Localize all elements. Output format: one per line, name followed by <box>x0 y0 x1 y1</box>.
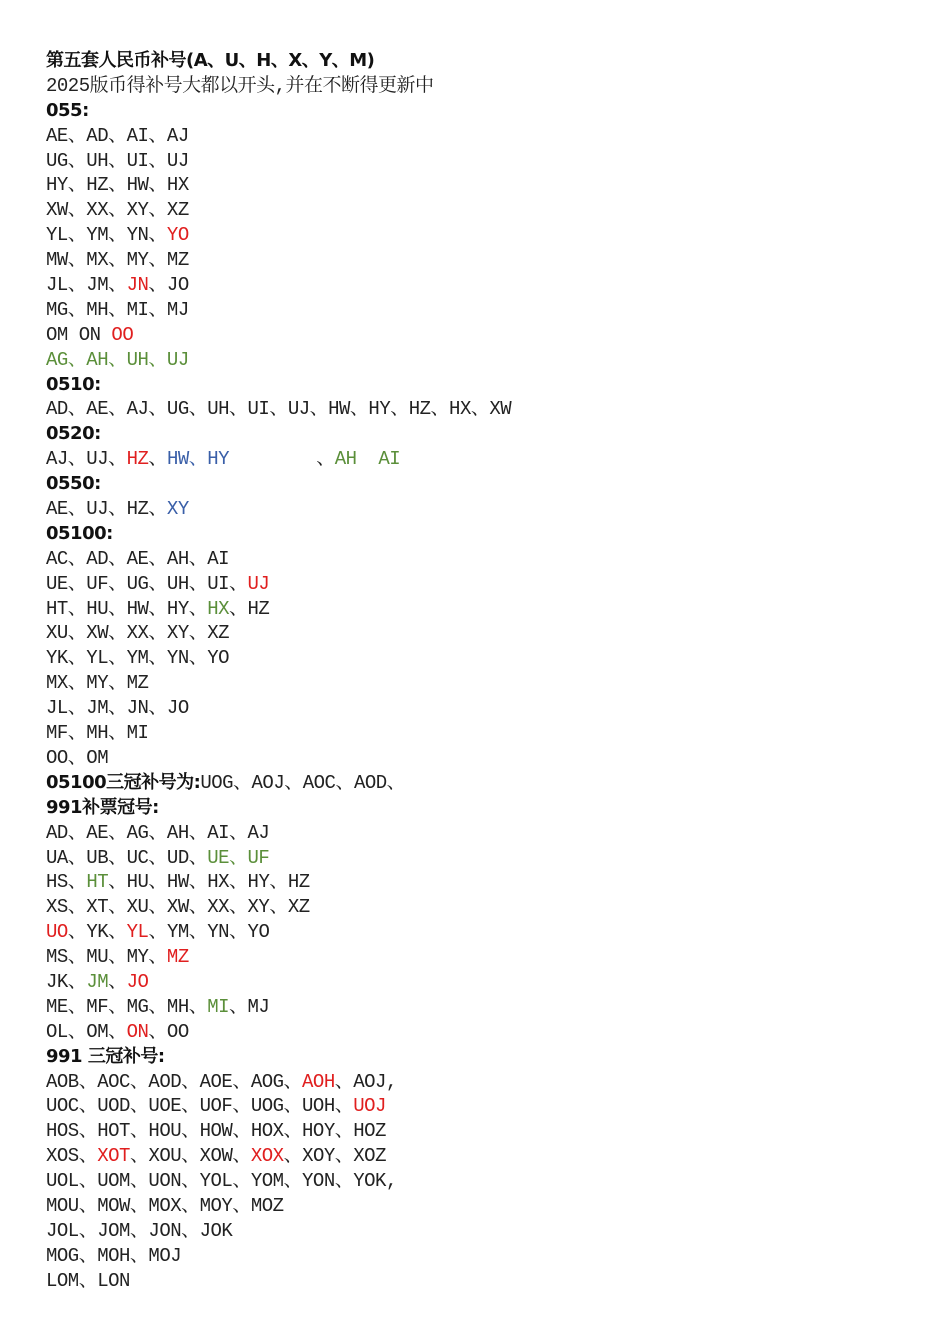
text-segment: UA、UB、UC、UD、 <box>46 846 208 869</box>
text-line <box>46 397 926 422</box>
text-line <box>46 572 926 597</box>
text-segment: AG、AH、UH、UJ <box>46 348 189 371</box>
text-segment: HY、HZ、HW、HX <box>46 174 189 197</box>
text-segment: 、 <box>229 448 335 471</box>
text-line <box>46 1244 926 1269</box>
section-heading <box>46 422 926 447</box>
text-segment: 、HZ <box>229 597 270 620</box>
text-line <box>46 746 926 771</box>
text-segment: 第五套人民币补号(A、U、H、X、Y、M) <box>46 50 375 71</box>
text-line <box>46 273 926 298</box>
text-segment: HOS、HOT、HOU、HOW、HOX、HOY、HOZ <box>46 1120 386 1143</box>
text-segment: JL、JM、JN、JO <box>46 697 189 720</box>
text-line <box>46 970 926 995</box>
text-segment: UG、UH、UI、UJ <box>46 149 189 172</box>
text-segment: AE、UJ、HZ、 <box>46 498 167 521</box>
text-segment: AC、AD、AE、AH、AI <box>46 547 230 570</box>
text-segment: OO <box>111 323 134 346</box>
text-segment: JOL、JOM、JON、JOK <box>46 1219 233 1242</box>
text-segment: LOM、LON <box>46 1269 130 1292</box>
text-segment: MOG、MOH、MOJ <box>46 1244 182 1267</box>
text-segment: HT <box>86 871 109 894</box>
text-segment: 、HU、HW、HX、HY、HZ <box>108 871 310 894</box>
text-line <box>46 1194 926 1219</box>
text-segment: ON <box>126 1020 149 1043</box>
text-segment: UJ <box>247 572 270 595</box>
text-line <box>46 945 926 970</box>
text-segment: XOT <box>97 1145 130 1168</box>
text-segment: JN <box>126 274 149 297</box>
text-segment: 0510: <box>46 373 101 395</box>
text-segment: 055: <box>46 99 89 121</box>
text-line <box>46 1020 926 1045</box>
text-line <box>46 149 926 174</box>
text-line <box>46 597 926 622</box>
section-heading <box>46 373 926 398</box>
text-segment: XOS、 <box>46 1145 98 1168</box>
text-segment: 991 三冠补号: <box>46 1045 165 1067</box>
text-line <box>46 721 926 746</box>
text-segment: UOL、UOM、UON、YOL、YOM、YON、YOK, <box>46 1170 397 1193</box>
text-segment: HW、HY <box>166 448 230 471</box>
text-segment: OL、OM、 <box>46 1020 127 1043</box>
text-segment: XU、XW、XX、XY、XZ <box>46 622 230 645</box>
text-line <box>46 920 926 945</box>
text-line <box>46 248 926 273</box>
text-line <box>46 1169 926 1194</box>
section-heading <box>46 49 926 74</box>
text-segment: 05100: <box>46 522 113 544</box>
text-segment: UOG、AOJ、AOC、AOD、 <box>200 771 406 794</box>
text-segment: 、YK、 <box>67 921 127 944</box>
text-segment: MS、MU、MY、 <box>46 946 167 969</box>
text-segment: XW、XX、XY、XZ <box>46 199 189 222</box>
text-line <box>46 198 926 223</box>
text-line <box>46 846 926 871</box>
text-line <box>46 173 926 198</box>
text-segment: UE、UF <box>207 846 270 869</box>
text-segment: AH AI <box>334 448 401 471</box>
text-segment: AJ、UJ、 <box>46 448 127 471</box>
text-line <box>46 1269 926 1294</box>
text-segment: 、JO <box>148 274 189 297</box>
text-segment: UE、UF、UG、UH、UI、 <box>46 572 248 595</box>
text-segment: ME、MF、MG、MH、 <box>46 995 208 1018</box>
text-line <box>46 1144 926 1169</box>
text-segment: 2025版币得补号大都以开头,并在不断得更新中 <box>46 74 434 97</box>
text-line <box>46 298 926 323</box>
text-segment: 、 <box>148 448 167 471</box>
text-line <box>46 1070 926 1095</box>
text-line <box>46 323 926 348</box>
text-segment: HX <box>207 597 230 620</box>
text-segment: HS、 <box>46 871 87 894</box>
text-segment: AD、AE、AG、AH、AI、AJ <box>46 821 270 844</box>
section-heading <box>46 472 926 497</box>
text-segment: JL、JM、 <box>46 274 127 297</box>
text-segment: 、XOU、XOW、 <box>129 1145 251 1168</box>
text-segment: JO <box>126 970 149 993</box>
text-segment: 0520: <box>46 423 101 445</box>
text-line <box>46 696 926 721</box>
text-segment: AOB、AOC、AOD、AOE、AOG、 <box>46 1070 303 1093</box>
text-segment: UOJ <box>353 1095 386 1118</box>
text-line <box>46 821 926 846</box>
text-segment: MI <box>207 995 230 1018</box>
text-segment: UOC、UOD、UOE、UOF、UOG、UOH、 <box>46 1095 354 1118</box>
text-segment: JK、 <box>46 970 87 993</box>
text-segment: 、 <box>108 970 127 993</box>
text-line <box>46 771 926 796</box>
text-line <box>46 348 926 373</box>
text-segment: MZ <box>166 946 189 969</box>
text-segment: 0550: <box>46 473 101 495</box>
text-segment: AOH <box>302 1070 335 1093</box>
text-line <box>46 671 926 696</box>
text-segment: MOU、MOW、MOX、MOY、MOZ <box>46 1194 284 1217</box>
text-segment: MG、MH、MI、MJ <box>46 298 189 321</box>
text-line <box>46 547 926 572</box>
text-segment: UO <box>46 921 68 944</box>
text-segment: YO <box>166 224 189 247</box>
text-line <box>46 74 926 99</box>
document-body <box>46 49 926 1294</box>
text-segment: YL、YM、YN、 <box>46 224 167 247</box>
text-line <box>46 447 926 472</box>
text-line <box>46 1119 926 1144</box>
text-segment: MX、MY、MZ <box>46 672 149 695</box>
text-segment: OO、OM <box>46 746 109 769</box>
text-line <box>46 497 926 522</box>
text-segment: MW、MX、MY、MZ <box>46 249 189 272</box>
text-segment: XOX <box>250 1145 284 1168</box>
text-segment: 、YM、YN、YO <box>148 921 270 944</box>
text-segment: 05100三冠补号为: <box>46 771 201 793</box>
text-segment: 、OO <box>148 1020 189 1043</box>
text-segment: JM <box>86 970 109 993</box>
text-segment: AD、AE、AJ、UG、UH、UI、UJ、HW、HY、HZ、HX、XW <box>46 398 512 421</box>
text-segment: 、AOJ, <box>334 1070 397 1093</box>
text-line <box>46 995 926 1020</box>
text-segment: XS、XT、XU、XW、XX、XY、XZ <box>46 896 310 919</box>
text-segment: HT、HU、HW、HY、 <box>46 597 208 620</box>
text-segment: XY <box>166 498 189 521</box>
text-segment: 、XOY、XOZ <box>283 1145 386 1168</box>
text-segment: HZ <box>126 448 149 471</box>
section-heading <box>46 796 926 821</box>
text-line <box>46 895 926 920</box>
text-line <box>46 621 926 646</box>
text-line <box>46 124 926 149</box>
text-line <box>46 646 926 671</box>
text-line <box>46 1094 926 1119</box>
text-line <box>46 870 926 895</box>
text-segment: 、MJ <box>229 995 270 1018</box>
text-line <box>46 1219 926 1244</box>
text-line <box>46 223 926 248</box>
text-segment: AE、AD、AI、AJ <box>46 124 189 147</box>
section-heading <box>46 522 926 547</box>
text-segment: YL <box>126 921 149 944</box>
section-heading <box>46 99 926 124</box>
text-segment: OM ON <box>46 323 112 346</box>
text-segment: MF、MH、MI <box>46 722 149 745</box>
section-heading <box>46 1045 926 1070</box>
text-segment: YK、YL、YM、YN、YO <box>46 647 230 670</box>
text-segment: 991补票冠号: <box>46 796 159 818</box>
